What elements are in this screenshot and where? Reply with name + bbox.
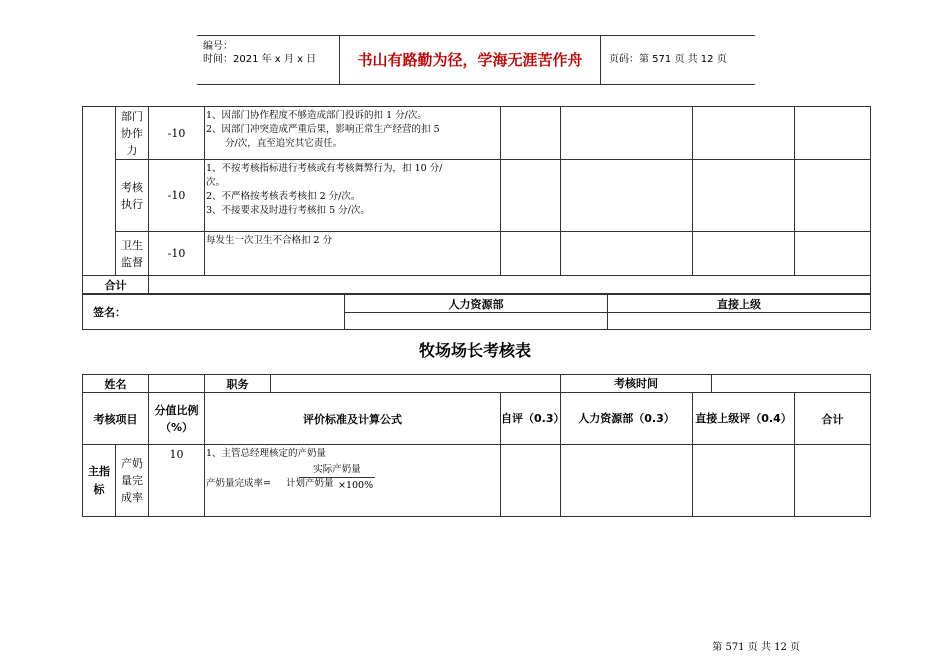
- item-cell: 考核执行: [116, 160, 149, 232]
- score-cell: -10: [149, 160, 205, 232]
- number-label: 编号：: [203, 41, 233, 52]
- hr-eval-cell[interactable]: [561, 160, 693, 232]
- position-label: 职务: [205, 375, 271, 393]
- page-header: [197, 35, 755, 85]
- criteria-line: 1、不按考核指标进行考核或有考核舞弊行为，扣 10 分/: [206, 163, 443, 174]
- formula-denominator: 计划产奶量: [286, 478, 334, 489]
- score-cell: -10: [149, 107, 205, 160]
- hr-eval-cell[interactable]: [561, 445, 693, 517]
- total-cell[interactable]: [795, 107, 871, 160]
- table-row: [83, 107, 871, 160]
- item-cell: 产奶量完成率: [116, 445, 149, 517]
- total-cell[interactable]: [795, 160, 871, 232]
- formula: [206, 461, 500, 501]
- criteria-line: 次。: [206, 177, 226, 188]
- form-title: 牧场场长考核表: [418, 341, 531, 360]
- self-eval-cell[interactable]: [501, 232, 561, 276]
- page-footer: 第 571 页 共 12 页: [712, 642, 800, 653]
- total-label: 合计: [83, 276, 149, 294]
- top-evaluation-table: [82, 106, 871, 294]
- col-self: 自评（0.3）: [501, 393, 561, 445]
- superior-sign-header: 直接上级: [608, 295, 871, 313]
- total-row: [83, 276, 871, 294]
- info-row: [83, 375, 871, 393]
- criteria-line: 每发生一次卫生不合格扣 2 分: [206, 235, 333, 246]
- name-label: 姓名: [83, 375, 149, 393]
- director-evaluation-table: [82, 374, 871, 517]
- superior-eval-cell[interactable]: [693, 160, 795, 232]
- table-row: [83, 232, 871, 276]
- table-row: [83, 445, 871, 517]
- formula-numerator: 实际产奶量: [299, 463, 375, 478]
- total-cell[interactable]: [795, 232, 871, 276]
- table-row: [83, 160, 871, 232]
- name-field[interactable]: [149, 375, 205, 393]
- col-hr: 人力资源部（0.3）: [561, 393, 693, 445]
- criteria-line: 2、不严格按考核表考核扣 2 分/次。: [206, 191, 361, 202]
- time-field[interactable]: [711, 375, 870, 392]
- self-eval-cell[interactable]: [501, 445, 561, 517]
- criteria-cell: [205, 160, 501, 232]
- criteria-cell: [205, 445, 501, 517]
- superior-signature-field[interactable]: [608, 313, 871, 330]
- position-field[interactable]: [271, 375, 561, 393]
- superior-eval-cell[interactable]: [693, 445, 795, 517]
- category-cell: 主指标: [83, 445, 116, 517]
- category-cell: [83, 107, 116, 276]
- criteria-cell: [205, 232, 501, 276]
- superior-eval-cell[interactable]: [693, 232, 795, 276]
- col-superior: 直接上级评（0.4）: [693, 393, 795, 445]
- motto: 书山有路勤为径，学海无涯苦作舟: [339, 36, 601, 84]
- formula-percent: ×100%: [338, 480, 374, 491]
- page-label: 页码：第 571 页 共 12 页: [609, 54, 727, 65]
- criteria-line: 分/次，直至追究其它责任。: [206, 138, 343, 149]
- time-label: 考核时间: [614, 377, 658, 390]
- criteria-cell: [205, 107, 501, 160]
- col-total: 合计: [795, 393, 871, 445]
- superior-eval-cell[interactable]: [693, 107, 795, 160]
- item-cell: 卫生监督: [116, 232, 149, 276]
- hr-sign-header: 人力资源部: [345, 295, 608, 313]
- hr-eval-cell[interactable]: [561, 232, 693, 276]
- col-item: 考核项目: [83, 393, 149, 445]
- sign-label: 签名：: [83, 295, 345, 330]
- total-cell[interactable]: [795, 445, 871, 517]
- score-cell: -10: [149, 232, 205, 276]
- criteria-line: 2、因部门冲突造成严重后果，影响正常生产经营的扣 5: [206, 124, 440, 135]
- weight-cell: 10: [149, 445, 205, 517]
- hr-signature-field[interactable]: [345, 313, 608, 330]
- signature-table: [82, 294, 871, 330]
- header-meta: [197, 36, 339, 84]
- criteria-line: 3、不接要求及时进行考核扣 5 分/次。: [206, 205, 370, 216]
- self-eval-cell[interactable]: [501, 160, 561, 232]
- formula-lhs: 产奶量完成率=: [206, 478, 271, 489]
- header-row: [83, 393, 871, 445]
- hr-eval-cell[interactable]: [561, 107, 693, 160]
- col-criteria: 评价标准及计算公式: [205, 393, 501, 445]
- time-label: 时间：2021 年 x 月 x 日: [203, 54, 317, 65]
- col-weight: 分值比例（%）: [149, 393, 205, 445]
- total-value-cell[interactable]: [149, 276, 871, 294]
- criteria-line: 1、因部门协作程度不够造成部门投诉的扣 1 分/次。: [206, 110, 427, 121]
- self-eval-cell[interactable]: [501, 107, 561, 160]
- criteria-line: 1、主管总经理核定的产奶量: [206, 448, 327, 459]
- item-cell: 部门协作力: [116, 107, 149, 160]
